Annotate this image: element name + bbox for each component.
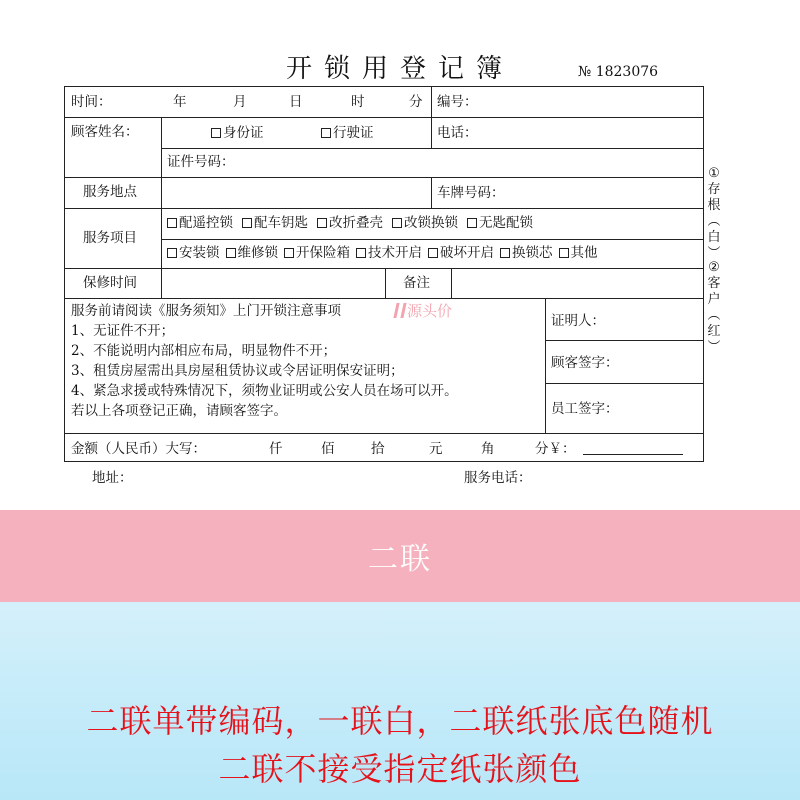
notice-line: 4、紧急求援或特殊情况下，须物业证明或公安人员在场可以开。: [71, 383, 458, 399]
service-item-label: 开保险箱: [296, 245, 350, 261]
service-item-option[interactable]: [500, 245, 553, 261]
notice-line: 1、无证件不开；: [71, 323, 175, 339]
side-label-char: 红: [707, 324, 721, 339]
remarks-label: 备注: [403, 275, 430, 291]
warranty-label: 保修时间: [83, 275, 137, 291]
note-line-1: 二联单带编码，一联白，二联纸张底色随机: [86, 702, 714, 740]
year-label: 年: [173, 94, 187, 110]
form-title: 开锁用登记簿: [285, 54, 514, 84]
amount-unit: 元: [429, 441, 443, 457]
service-item-option[interactable]: [428, 245, 494, 261]
service-item-option[interactable]: [226, 245, 279, 261]
service-items-row2: [167, 245, 604, 261]
service-item-option[interactable]: [317, 215, 383, 231]
service-item-option[interactable]: [392, 215, 458, 231]
side-label-char: ︶: [707, 340, 721, 355]
checkbox-icon: [284, 248, 294, 258]
side-label-char: ︵: [707, 214, 721, 229]
notice-line: 服务前请阅读《服务须知》上门开锁注意事项: [71, 303, 341, 319]
checkbox-icon: [356, 248, 366, 258]
copy1-side-label: [706, 166, 722, 262]
amount-underline: [583, 441, 683, 457]
checkbox-icon: [167, 248, 177, 258]
copy2-side-label: [706, 260, 722, 356]
checkbox-icon: [392, 218, 402, 228]
side-label-char: 白: [707, 230, 721, 245]
service-item-label: 配车钥匙: [254, 215, 308, 231]
notes-panel: [0, 602, 800, 800]
number-label: 编号：: [437, 94, 478, 110]
month-label: 月: [233, 94, 247, 110]
service-item-label: 改锁换锁: [404, 215, 458, 231]
form-table: [64, 86, 704, 462]
phone-label: 电话：: [437, 125, 478, 141]
amount-unit: 分￥：: [535, 441, 576, 457]
id-card-option[interactable]: 身份证: [211, 125, 264, 141]
day-label: 日: [289, 94, 303, 110]
staff-signature-label: 员工签字：: [551, 401, 619, 417]
amount-unit: 佰: [321, 441, 335, 457]
service-item-label: 其他: [570, 245, 598, 261]
side-label-char: 根: [707, 198, 721, 213]
service-item-option[interactable]: [167, 245, 220, 261]
service-item-option[interactable]: [284, 245, 350, 261]
service-item-label: 破坏开启: [440, 245, 494, 261]
service-item-option[interactable]: [356, 245, 422, 261]
watermark-logo-icon: [393, 303, 406, 318]
side-label-char: 存: [707, 182, 721, 197]
note-line-2: 二联不接受指定纸张颜色: [218, 750, 582, 788]
service-item-label: 安装锁: [179, 245, 220, 261]
amount-unit: 角: [481, 441, 495, 457]
checkbox-icon: [559, 248, 569, 258]
service-location-label: 服务地点: [83, 184, 137, 200]
customer-signature-label: 顾客签字：: [551, 355, 619, 371]
witness-label: 证明人：: [551, 313, 605, 329]
side-label-char: ︵: [707, 308, 721, 323]
serial-number: № 1823076: [578, 64, 659, 80]
driving-license-option[interactable]: 行驶证: [321, 125, 374, 141]
notice-line: 若以上各项登记正确，请顾客签字。: [71, 403, 287, 419]
time-label: 时间：: [71, 94, 112, 110]
plate-number-label: 车牌号码：: [437, 185, 505, 201]
service-item-option[interactable]: [167, 215, 233, 231]
service-items-label: 服务项目: [83, 230, 137, 246]
service-item-label: 维修锁: [237, 245, 278, 261]
checkbox-icon: [242, 218, 252, 228]
hour-label: 时: [351, 94, 365, 110]
side-label-char: ①: [708, 166, 720, 181]
checkbox-icon: [428, 248, 438, 258]
checkbox-icon: [211, 128, 221, 138]
service-item-label: 技术开启: [368, 245, 422, 261]
checkbox-icon: [226, 248, 236, 258]
service-item-option[interactable]: [467, 215, 533, 231]
service-item-label: 改折叠壳: [329, 215, 383, 231]
id-number-label: 证件号码：: [167, 154, 235, 170]
side-label-char: ︶: [707, 246, 721, 261]
address-label: 地址：: [92, 470, 133, 486]
customer-name-label: 顾客姓名：: [71, 124, 139, 140]
notice-line: 3、租赁房屋需出具房屋租赁协议或令居证明保安证明；: [71, 363, 404, 379]
checkbox-icon: [167, 218, 177, 228]
copy-count-banner: [0, 510, 800, 602]
side-label-char: 户: [707, 292, 721, 307]
checkbox-icon: [317, 218, 327, 228]
checkbox-icon: [467, 218, 477, 228]
service-item-label: 换锁芯: [512, 245, 553, 261]
checkbox-icon: [500, 248, 510, 258]
banner-text: 二联: [368, 542, 432, 577]
notice-line: 2、不能说明内部相应布局，明显物件不开；: [71, 343, 337, 359]
checkbox-icon: [321, 128, 331, 138]
service-item-option[interactable]: [559, 245, 598, 261]
service-items-row1: [167, 215, 542, 231]
watermark: 源头价: [395, 300, 452, 321]
amount-label: 金额（人民币）大写：: [71, 441, 206, 457]
amount-unit: 仟: [269, 441, 283, 457]
side-label-char: ②: [708, 260, 720, 275]
minute-label: 分: [409, 94, 423, 110]
service-item-label: 无匙配锁: [479, 215, 533, 231]
amount-unit: 拾: [371, 441, 385, 457]
service-phone-label: 服务电话：: [464, 470, 532, 486]
service-item-label: 配遥控锁: [179, 215, 233, 231]
service-item-option[interactable]: [242, 215, 308, 231]
side-label-char: 客: [707, 276, 721, 291]
